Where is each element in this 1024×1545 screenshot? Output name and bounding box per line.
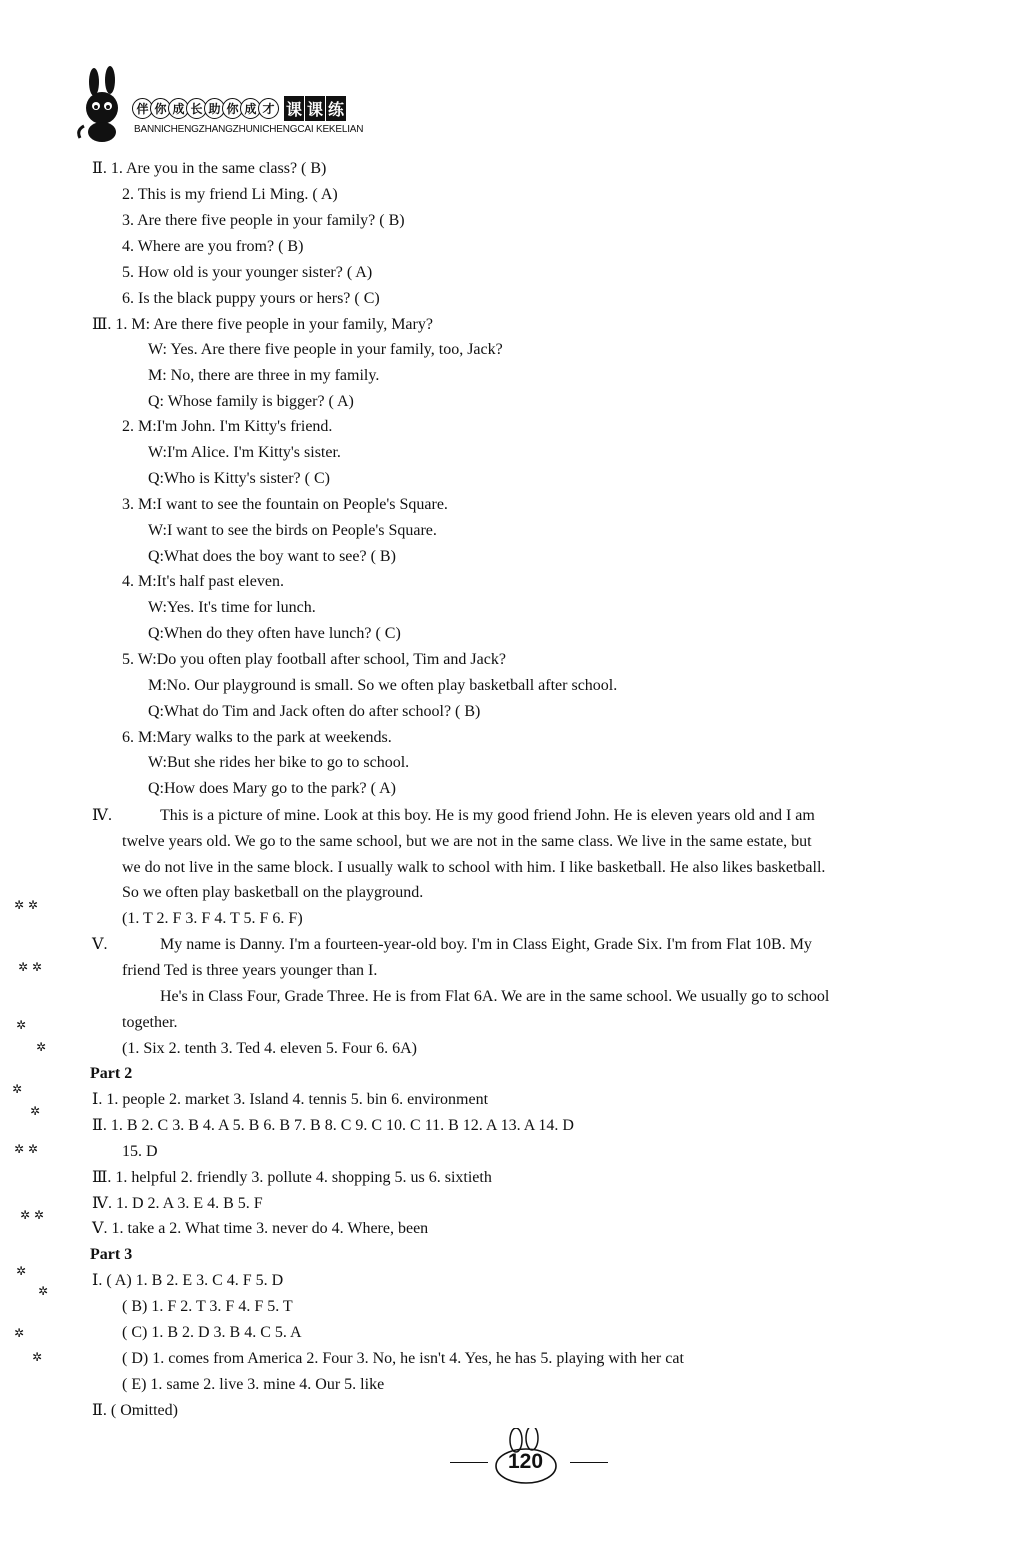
answer-line: 4. Where are you from? ( B) [122,238,304,255]
title-char: 助 [204,98,225,119]
section-heading: Part 3 [90,1246,133,1263]
section-heading: Part 2 [90,1065,133,1082]
answer-line: M: No, there are three in my family. [148,367,380,384]
answer-line: 5. How old is your younger sister? ( A) [122,264,373,281]
brand-char: 课 [305,96,325,121]
answer-line: Ⅲ. 1. M: Are there five people in your family, Mary? [92,316,433,333]
answer-line: 2. This is my friend Li Ming. ( A) [122,186,338,203]
paw-print-icon: ✲ [12,1082,23,1096]
page-number: 120 [508,1450,544,1473]
answer-line: Ⅱ. ( Omitted) [92,1402,178,1419]
answer-line: Ⅰ. 1. people 2. market 3. Island 4. tennis 5. bin 6. environment [92,1091,489,1108]
title-char: 长 [186,98,207,119]
title-char: 你 [150,98,171,119]
answer-line: twelve years old. We go to the same school, but we are not in the same class. We live in the same estate, but [122,833,812,850]
answer-line: W:I'm Alice. I'm Kitty's sister. [148,444,341,461]
title-char: 才 [258,98,279,119]
answer-line: W: Yes. Are there five people in your family, too, Jack? [148,341,503,358]
answer-line: Q:What do Tim and Jack often do after school? ( B) [148,703,481,720]
brand-name [284,96,347,121]
series-pinyin: BANNICHENGZHANGZHUNICHENGCAI KEKELIAN [134,124,364,135]
answer-line: we do not live in the same block. I usually walk to school with him. I like basketball. He also likes basketball. [122,859,826,876]
title-char: 伴 [132,98,153,119]
answer-line: ( E) 1. same 2. live 3. mine 4. Our 5. like [122,1376,385,1393]
answer-line: 6. Is the black puppy yours or hers? ( C) [122,290,380,307]
answer-line: W:Yes. It's time for lunch. [148,599,316,616]
answer-line: Ⅴ. [92,936,108,953]
paw-print-icon: ✲ ✲ [20,1208,44,1222]
answer-line: Ⅱ. 1. B 2. C 3. B 4. A 5. B 6. B 7. B 8. C 9. C 10. C 11. B 12. A 13. A 14. D [92,1117,574,1134]
brand-char: 练 [326,96,346,121]
answer-line: Q:How does Mary go to the park? ( A) [148,780,396,797]
answer-line: Q:When do they often have lunch? ( C) [148,625,401,642]
answer-line: M:No. Our playground is small. So we often play basketball after school. [148,677,618,694]
paw-print-icon: ✲ ✲ [14,898,38,912]
answer-line: 6. M:Mary walks to the park at weekends. [122,729,392,746]
footer-rule-right [570,1462,608,1463]
title-char: 你 [222,98,243,119]
answer-line: 3. M:I want to see the fountain on People's Square. [122,496,448,513]
answer-line: 3. Are there five people in your family? ( B) [122,212,405,229]
paw-print-icon: ✲ [16,1264,27,1278]
answer-line: Ⅳ. [92,807,112,824]
title-char: 成 [168,98,189,119]
answer-line: Q:Who is Kitty's sister? ( C) [148,470,330,487]
answer-line: 2. M:I'm John. I'm Kitty's friend. [122,418,333,435]
answer-line: ( C) 1. B 2. D 3. B 4. C 5. A [122,1324,302,1341]
answer-line: Q:What does the boy want to see? ( B) [148,548,396,565]
answer-line: 4. M:It's half past eleven. [122,573,284,590]
answer-line: friend Ted is three years younger than I. [122,962,378,979]
answer-line: He's in Class Four, Grade Three. He is from Flat 6A. We are in the same school. We usually go to school [160,988,830,1005]
answer-line: Q: Whose family is bigger? ( A) [148,393,354,410]
answer-line: (1. Six 2. tenth 3. Ted 4. eleven 5. Four 6. 6A) [122,1040,417,1057]
paw-print-icon: ✲ [30,1104,41,1118]
paw-print-icon: ✲ [14,1326,25,1340]
book-header [76,66,456,146]
brand-char: 课 [284,96,304,121]
answer-line: W:But she rides her bike to go to school. [148,754,410,771]
footer-rule-left [450,1462,488,1463]
answer-line: Ⅳ. 1. D 2. A 3. E 4. B 5. F [92,1195,263,1212]
answer-line: 5. W:Do you often play football after school, Tim and Jack? [122,651,506,668]
answer-line: together. [122,1014,178,1031]
series-title [132,96,347,121]
answer-line: This is a picture of mine. Look at this boy. He is my good friend John. He is eleven years old and I am [160,807,815,824]
title-char: 成 [240,98,261,119]
paw-print-icon: ✲ ✲ [18,960,42,974]
answer-line: ( D) 1. comes from America 2. Four 3. No, he isn't 4. Yes, he has 5. playing with her cat [122,1350,684,1367]
page-footer [450,1428,610,1488]
paw-print-icon: ✲ [38,1284,49,1298]
paw-print-icon: ✲ [32,1350,43,1364]
paw-print-icon: ✲ ✲ [14,1142,38,1156]
paw-print-icon: ✲ [16,1018,27,1032]
answer-line: My name is Danny. I'm a fourteen-year-old boy. I'm in Class Eight, Grade Six. I'm from Flat 10B. My [160,936,812,953]
answer-line: Ⅱ. 1. Are you in the same class? ( B) [92,160,327,177]
answer-line: ( B) 1. F 2. T 3. F 4. F 5. T [122,1298,293,1315]
paw-print-icon: ✲ [36,1040,47,1054]
answer-line: Ⅴ. 1. take a 2. What time 3. never do 4. Where, been [92,1220,429,1237]
bunny-mascot-icon [76,66,136,146]
answer-line: W:I want to see the birds on People's Square. [148,522,437,539]
answer-line: 15. D [122,1143,158,1160]
answer-line: Ⅲ. 1. helpful 2. friendly 3. pollute 4. shopping 5. us 6. sixtieth [92,1169,492,1186]
answer-line: So we often play basketball on the playground. [122,884,424,901]
answer-line: (1. T 2. F 3. F 4. T 5. F 6. F) [122,910,303,927]
answer-line: Ⅰ. ( A) 1. B 2. E 3. C 4. F 5. D [92,1272,284,1289]
